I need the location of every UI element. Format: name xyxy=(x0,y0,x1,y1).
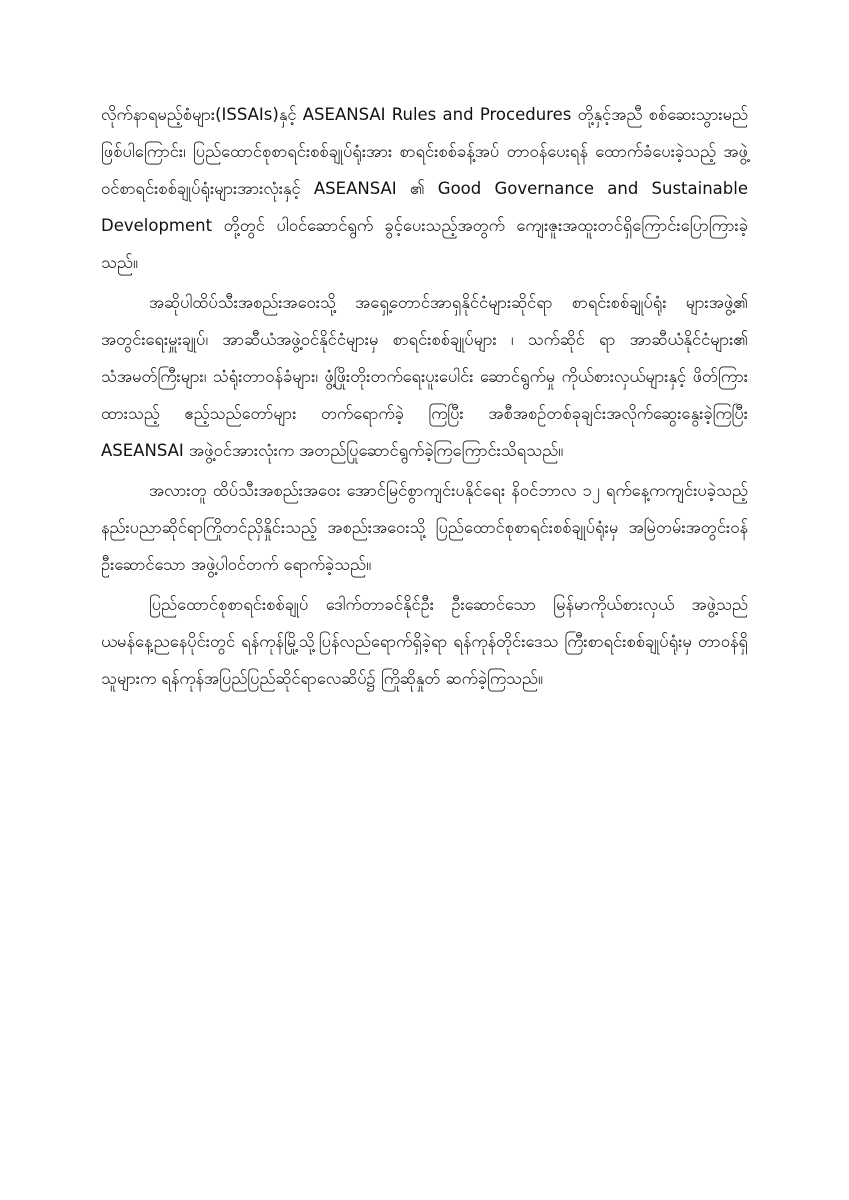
paragraph-4: ပြည်ထောင်စုစာရင်းစစ်ချုပ် ဒေါက်တာခင်နိုင်ဦး ဦးဆောင်သော မြန်မာကိုယ်စားလှယ် အဖွဲ့သည် ယမန်နေ့ညနေပိုင်းတွင် ရန်ကုန်မြို့သို့ပြန်လည်ရောက်ရှိခဲ့ရာ ရန်ကုန်တိုင်းဒေသ ကြီးစာရင်းစစ်ချုပ်ရုံးမှ တာဝန်ရှိသူများက ရန်ကုန်အပြည်ပြည်ဆိုင်ရာလေဆိပ်၌ ကြိုဆိုနှုတ် ဆက်ခဲ့ကြသည်။ xyxy=(101,595,748,688)
paragraph-3: အလားတူ ထိပ်သီးအစည်းအဝေး အောင်မြင်စွာကျင်းပနိုင်ရေး နိဝင်ဘာလ ၁၂ ရက်နေ့ကကျင်းပခဲ့သည့် နည်းပညာဆိုင်ရာကြိုတင်ညှိနှိုင်းသည့် အစည်းအဝေးသို့ ပြည်ထောင်စုစာရင်းစစ်ချုပ်ရုံးမှ အမြဲတမ်းအတွင်းဝန်ဦးဆောင်သော အဖွဲ့ပါဝင်တက် ရောက်ခဲ့သည်။ xyxy=(101,481,748,574)
document-body xyxy=(101,96,748,697)
paragraph-1: လိုက်နာရမည့်စံများ(ISSAIs)နှင့် ASEANSAI Rules and Procedures တို့နှင့်အညီ စစ်ဆေးသွားမည်ဖြစ်ပါကြောင်း၊ ပြည်ထောင်စုစာရင်းစစ်ချုပ်ရုံးအား စာရင်းစစ်ခန့်အပ် တာဝန်ပေးရန် ထောက်ခံပေးခဲ့သည့် အဖွဲ့ဝင်စာရင်းစစ်ချုပ်ရုံးများအားလုံးနှင့် ASEANSAI ၏ Good Governance and Sustainable Development တို့တွင် ပါဝင်ဆောင်ရွက် ခွင့်ပေးသည့်အတွက် ကျေးဇူးအထူးတင်ရှိကြောင်းပြောကြားခဲ့သည်။ xyxy=(101,105,748,272)
paragraph-2: အဆိုပါထိပ်သီးအစည်းအဝေးသို့ အရှေ့တောင်အာရှနိုင်ငံများဆိုင်ရာ စာရင်းစစ်ချုပ်ရုံး များအဖွဲ့၏ အတွင်းရေးမှူးချုပ်၊ အာဆီယံအဖွဲ့ဝင်နိုင်ငံများမှ စာရင်းစစ်ချုပ်များ ၊ သက်ဆိုင် ရာ အာဆီယံနိုင်ငံများ၏ သံအမတ်ကြီးများ၊ သံရုံးတာဝန်ခံများ၊ ဖွံ့ဖြိုးတိုးတက်ရေးပူးပေါင်း ဆောင်ရွက်မှု ကိုယ်စားလှယ်များနှင့် ဖိတ်ကြားထားသည့် ဧည့်သည်တော်များ တက်ရောက်ခဲ့ ကြပြီး အစီအစဉ်တစ်ခုချင်းအလိုက်ဆွေးနွေးခဲ့ကြပြီး ASEANSAI အဖွဲ့ဝင်အားလုံးက အတည်ပြုဆောင်ရွက်ခဲ့ကြကြောင်းသိရသည်။ xyxy=(101,293,748,460)
